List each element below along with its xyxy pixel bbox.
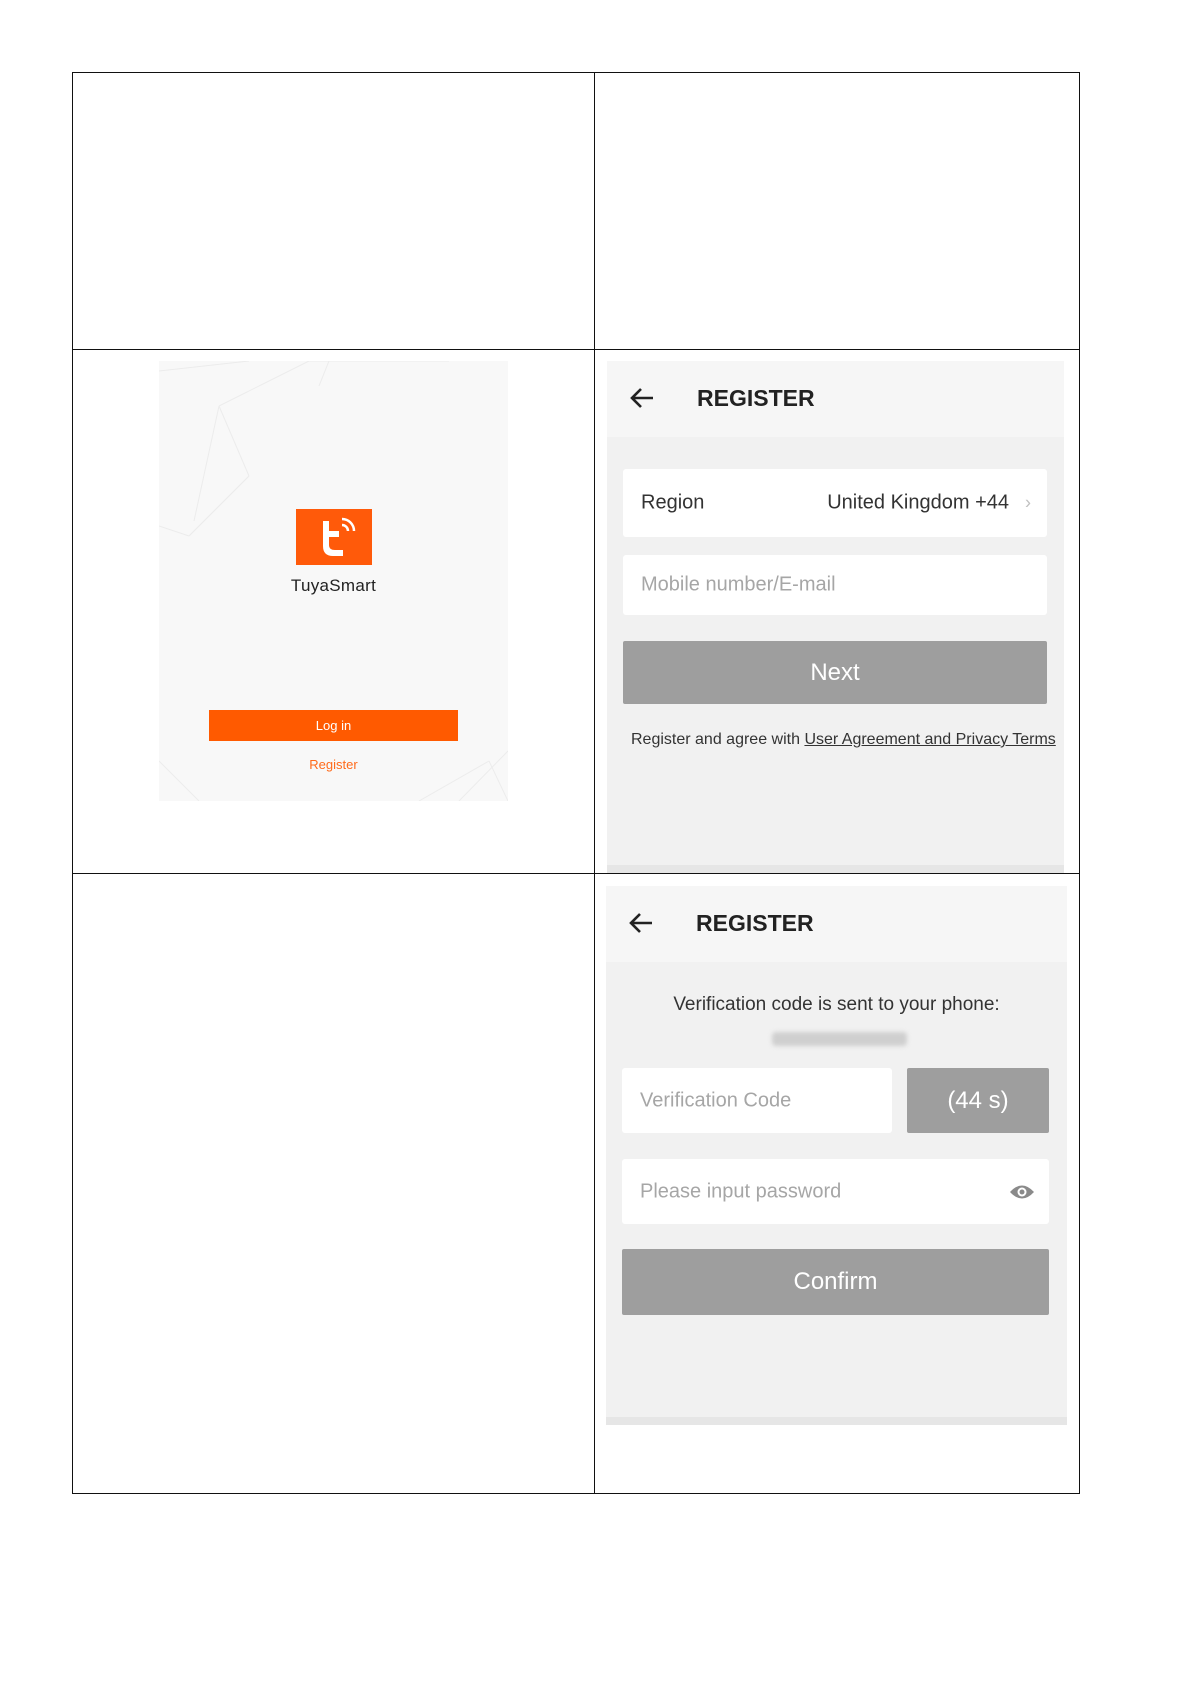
- app-bar: [606, 886, 1067, 962]
- chevron-right-icon: ›: [1025, 492, 1031, 513]
- table-row-divider: [72, 873, 1080, 874]
- page-title: REGISTER: [696, 910, 814, 936]
- back-arrow-icon[interactable]: [629, 385, 655, 411]
- table-row-divider: [72, 349, 1080, 350]
- brand-name: TuyaSmart: [290, 576, 377, 595]
- password-placeholder: Please input password: [640, 1180, 842, 1202]
- eye-icon[interactable]: [1009, 1183, 1035, 1201]
- splash-screenshot: [159, 361, 508, 801]
- region-value: United Kingdom +44: [827, 491, 1009, 514]
- page-title: REGISTER: [697, 385, 815, 411]
- phone-email-input[interactable]: [623, 555, 1047, 615]
- register-link[interactable]: Register: [309, 757, 358, 772]
- back-arrow-icon[interactable]: [628, 910, 654, 936]
- verification-code-placeholder: Verification Code: [640, 1089, 792, 1111]
- redacted-phone-number: [772, 1032, 907, 1046]
- region-label: Region: [641, 491, 705, 514]
- confirm-button[interactable]: Confirm: [622, 1249, 1049, 1315]
- terms-link[interactable]: User Agreement and Privacy Terms: [804, 731, 1056, 748]
- resend-countdown-button[interactable]: (44 s): [907, 1068, 1049, 1133]
- login-button[interactable]: Log in: [209, 710, 458, 741]
- verification-sent-message: Verification code is sent to your phone:: [673, 994, 1000, 1015]
- bottom-strip: [607, 865, 1064, 873]
- region-selector[interactable]: [623, 469, 1047, 537]
- register-screenshot: [607, 361, 1064, 873]
- next-button[interactable]: Next: [623, 641, 1047, 704]
- bottom-strip: [606, 1417, 1067, 1425]
- table-column-divider: [594, 72, 595, 1494]
- terms-prefix: Register and agree with: [631, 731, 805, 748]
- terms-text: [631, 731, 1056, 749]
- verification-screenshot: [606, 886, 1067, 1425]
- tuya-logo: [296, 509, 372, 565]
- phone-email-placeholder: Mobile number/E-mail: [641, 573, 836, 596]
- password-input[interactable]: [622, 1159, 1049, 1224]
- verification-code-input[interactable]: [622, 1068, 892, 1133]
- app-bar: [607, 361, 1064, 437]
